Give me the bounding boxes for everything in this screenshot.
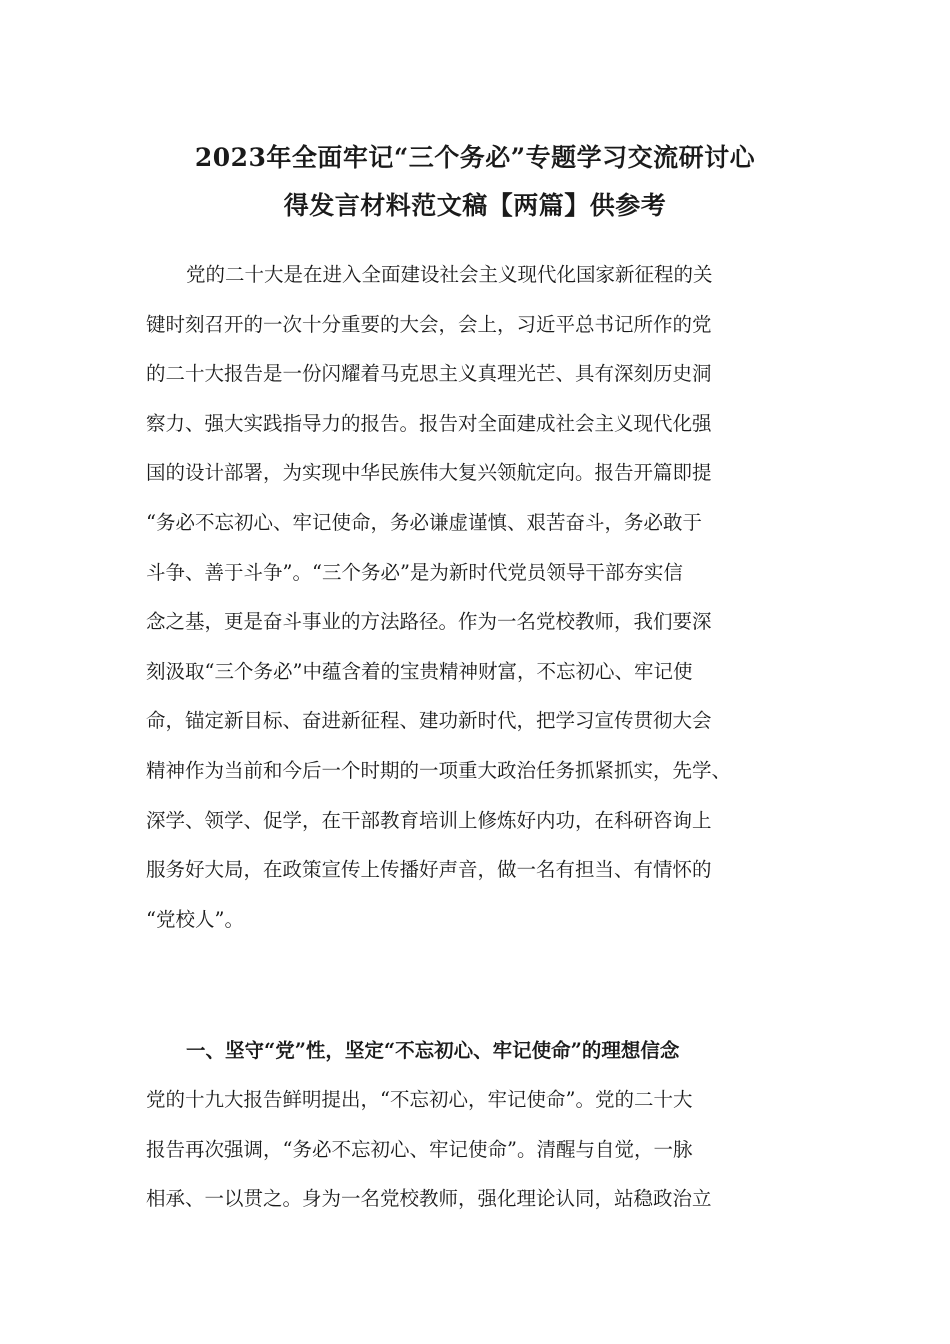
section-paragraph (146, 1075, 816, 1224)
paragraph-line: 念之基，更是奋斗事业的方法路径。作为一名党校教师，我们要深 (146, 610, 712, 634)
paragraph-line: 键时刻召开的一次十分重要的大会，会上，习近平总书记所作的党 (146, 312, 712, 336)
intro-paragraph (146, 250, 816, 944)
document-title (130, 134, 820, 230)
paragraph-line: 国的设计部署，为实现中华民族伟大复兴领航定向。报告开篇即提 (146, 461, 712, 485)
paragraph-line: 党的二十大是在进入全面建设社会主义现代化国家新征程的关 (186, 263, 713, 286)
paragraph-line: 服务好大局，在政策宣传上传播好声音，做一名有担当、有情怀的 (146, 858, 712, 882)
paragraph-line: 的二十大报告是一份闪耀着马克思主义真理光芒、具有深刻历史洞 (146, 362, 712, 386)
section-heading: 一、坚守“党”性，坚定“不忘初心、牢记使命”的理想信念 (186, 1039, 680, 1062)
paragraph-line: 命，锚定新目标、奋进新征程、建功新时代，把学习宣传贯彻大会 (146, 709, 712, 733)
paragraph-line: “党校人”。 (146, 907, 244, 931)
title-line-2: 得发言材料范文稿【两篇】供参考 (283, 191, 667, 220)
title-line-1: 2023年全面牢记“三个务必”专题学习交流研讨心 (194, 143, 756, 172)
paragraph-line: 报告再次强调，“务必不忘初心、牢记使命”。清醒与自觉，一脉 (146, 1137, 693, 1161)
paragraph-line: “务必不忘初心、牢记使命，务必谦虚谨慎、艰苦奋斗，务必敢于 (146, 510, 702, 534)
paragraph-line: 斗争、善于斗争”。“三个务必”是为新时代党员领导干部夯实信 (146, 560, 683, 584)
paragraph-line: 察力、强大实践指导力的报告。报告对全面建成社会主义现代化强 (146, 411, 712, 435)
paragraph-line: 相承、一以贯之。身为一名党校教师，强化理论认同，站稳政治立 (146, 1187, 712, 1211)
paragraph-line: 深学、领学、促学，在干部教育培训上修炼好内功，在科研咨询上 (146, 808, 712, 832)
paragraph-line: 党的十九大报告鲜明提出，“不忘初心，牢记使命”。党的二十大 (146, 1088, 693, 1111)
paragraph-line: 精神作为当前和今后一个时期的一项重大政治任务抓紧抓实，先学、 (146, 758, 732, 782)
paragraph-line: 刻汲取“三个务必”中蕴含着的宝贵精神财富，不忘初心、牢记使 (146, 659, 693, 683)
